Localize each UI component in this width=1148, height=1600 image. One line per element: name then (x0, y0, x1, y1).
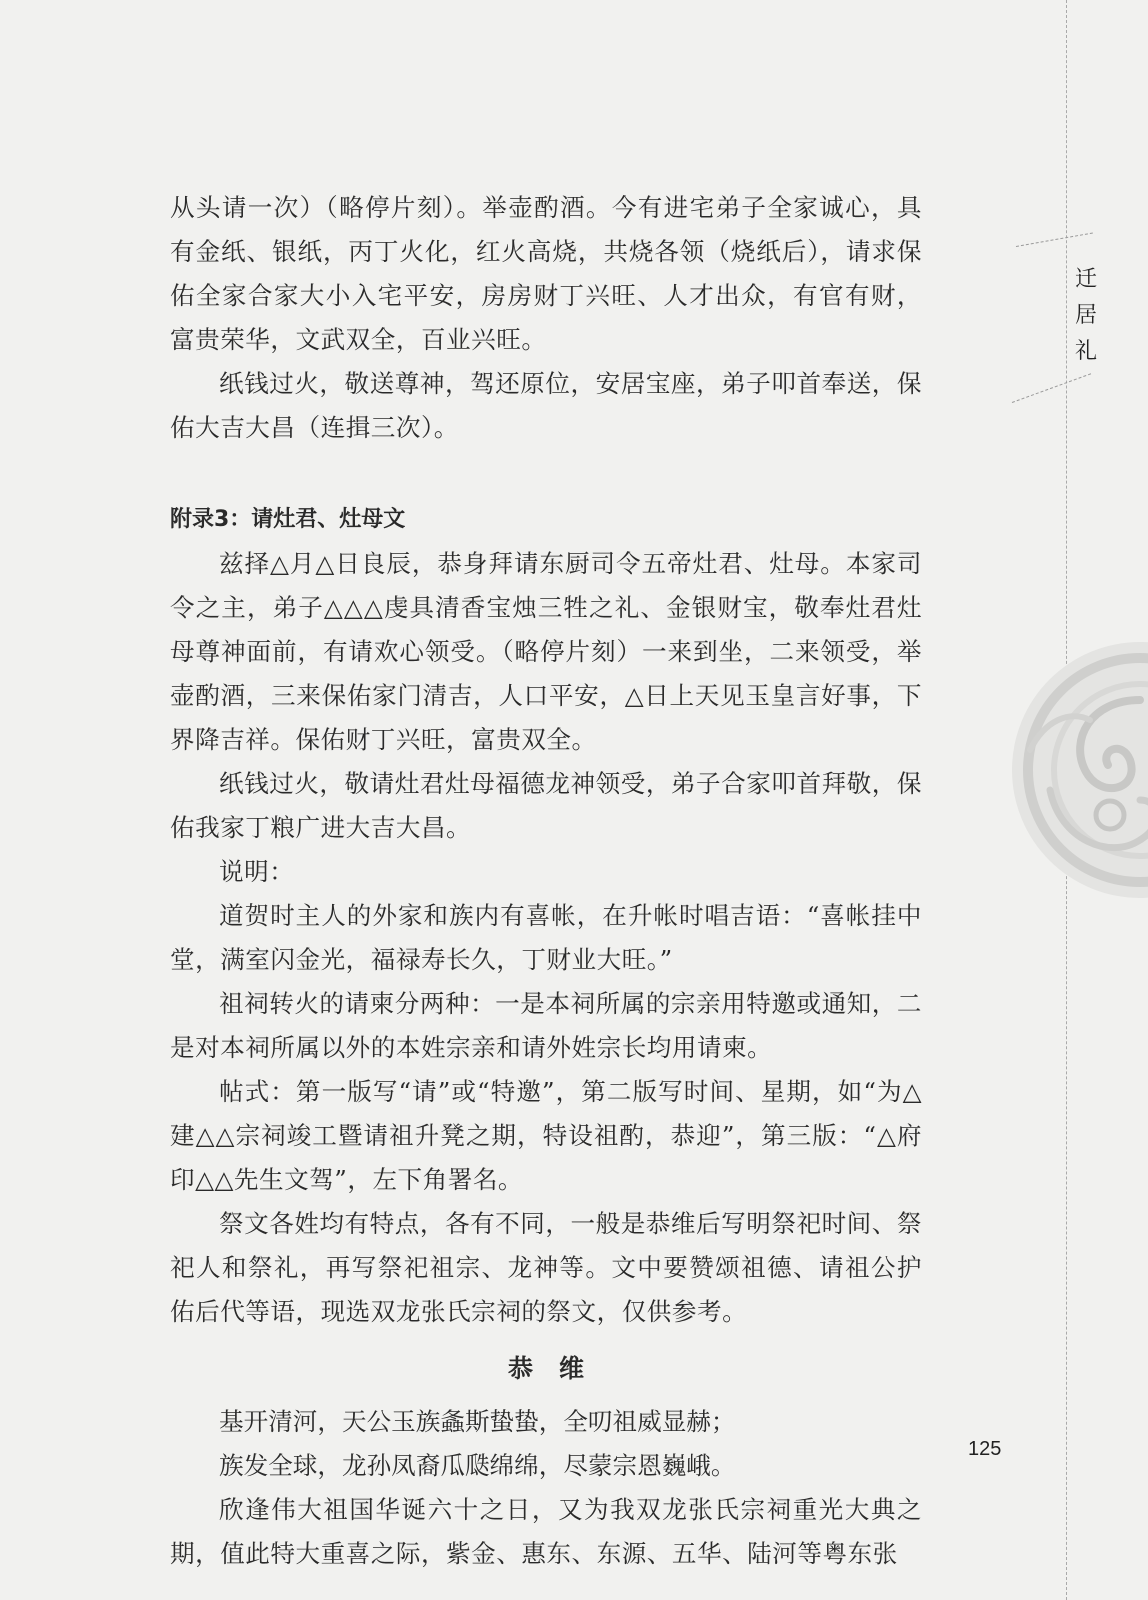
page-number: 125 (968, 1438, 1002, 1460)
paragraph: 从头请一次）（略停片刻）。举壶酌酒。今有进宅弟子全家诚心，具有金纸、银纸，丙丁火化，红火高烧，共烧各领（烧纸后），请求保佑全家合家大小入宅平安，房房财丁兴旺、人才出众，有官有财，富贵荣华，文武双全，百业兴旺。 (170, 193, 922, 354)
side-tab-char: 礼 (1074, 339, 1097, 364)
couplet-line: 族发全球，龙孙凤裔瓜瓞绵绵，尽蒙宗恩巍峨。 (219, 1451, 736, 1480)
paragraph: 祖祠转火的请柬分两种：一是本祠所属的宗亲用特邀或通知，二是对本祠所属以外的本姓宗亲和请外姓宗长均用请柬。 (170, 989, 922, 1062)
side-tab-char: 迁 (1074, 267, 1097, 292)
appendix-heading: 附录3：请灶君、灶母文 (170, 507, 406, 532)
tab-divider-bottom (1012, 373, 1091, 403)
tab-divider-top (1016, 232, 1093, 247)
couplet-line: 基开清河，天公玉族螽斯蛰蛰，全叨祖威显赫； (219, 1407, 736, 1436)
paragraph: 纸钱过火，敬送尊神，驾还原位，安居宝座，弟子叩首奉送，保佑大吉大昌（连揖三次）。 (170, 369, 922, 442)
paragraph: 兹择△月△日良辰，恭身拜请东厨司令五帝灶君、灶母。本家司令之主，弟子△△△虔具清香宝烛三牲之礼、金银财宝，敬奉灶君灶母尊神面前，有请欢心领受。（略停片刻）一来到坐，二来领受，举壶酌酒，三来保佑家门清吉，人口平安，△日上天见玉皇言好事，下界降吉祥。保佑财丁兴旺，富贵双全。 (170, 549, 922, 754)
paragraph-label: 说明： (219, 857, 295, 886)
decorative-medallion-icon (990, 640, 1148, 900)
paragraph: 欣逢伟大祖国华诞六十之日，又为我双龙张氏宗祠重光大典之期，值此特大重喜之际，紫金、惠东、东源、五华、陆河等粤东张 (170, 1495, 922, 1568)
main-text (170, 186, 922, 1576)
paragraph: 祭文各姓均有特点，各有不同，一般是恭维后写明祭祀时间、祭祀人和祭礼，再写祭祀祖宗、龙神等。文中要赞颂祖德、请祖公护佑后代等语，现选双龙张氏宗祠的祭文，仅供参考。 (170, 1209, 922, 1326)
paragraph: 道贺时主人的外家和族内有喜帐，在升帐时唱吉语：“喜帐挂中堂，满室闪金光，福禄寿长久，丁财业大旺。” (170, 901, 922, 974)
section-heading: 恭维 (507, 1354, 610, 1383)
side-tab-char: 居 (1074, 303, 1097, 328)
paragraph: 纸钱过火，敬请灶君灶母福德龙神领受，弟子合家叩首拜敬，保佑我家丁粮广进大吉大昌。 (170, 769, 922, 842)
chapter-side-tab (1066, 262, 1106, 370)
paragraph: 帖式：第一版写“请”或“特邀”，第二版写时间、星期，如“为△建△△宗祠竣工暨请祖升凳之期，特设祖酌，恭迎”，第三版：“△府印△△先生文驾”，左下角署名。 (170, 1077, 922, 1194)
